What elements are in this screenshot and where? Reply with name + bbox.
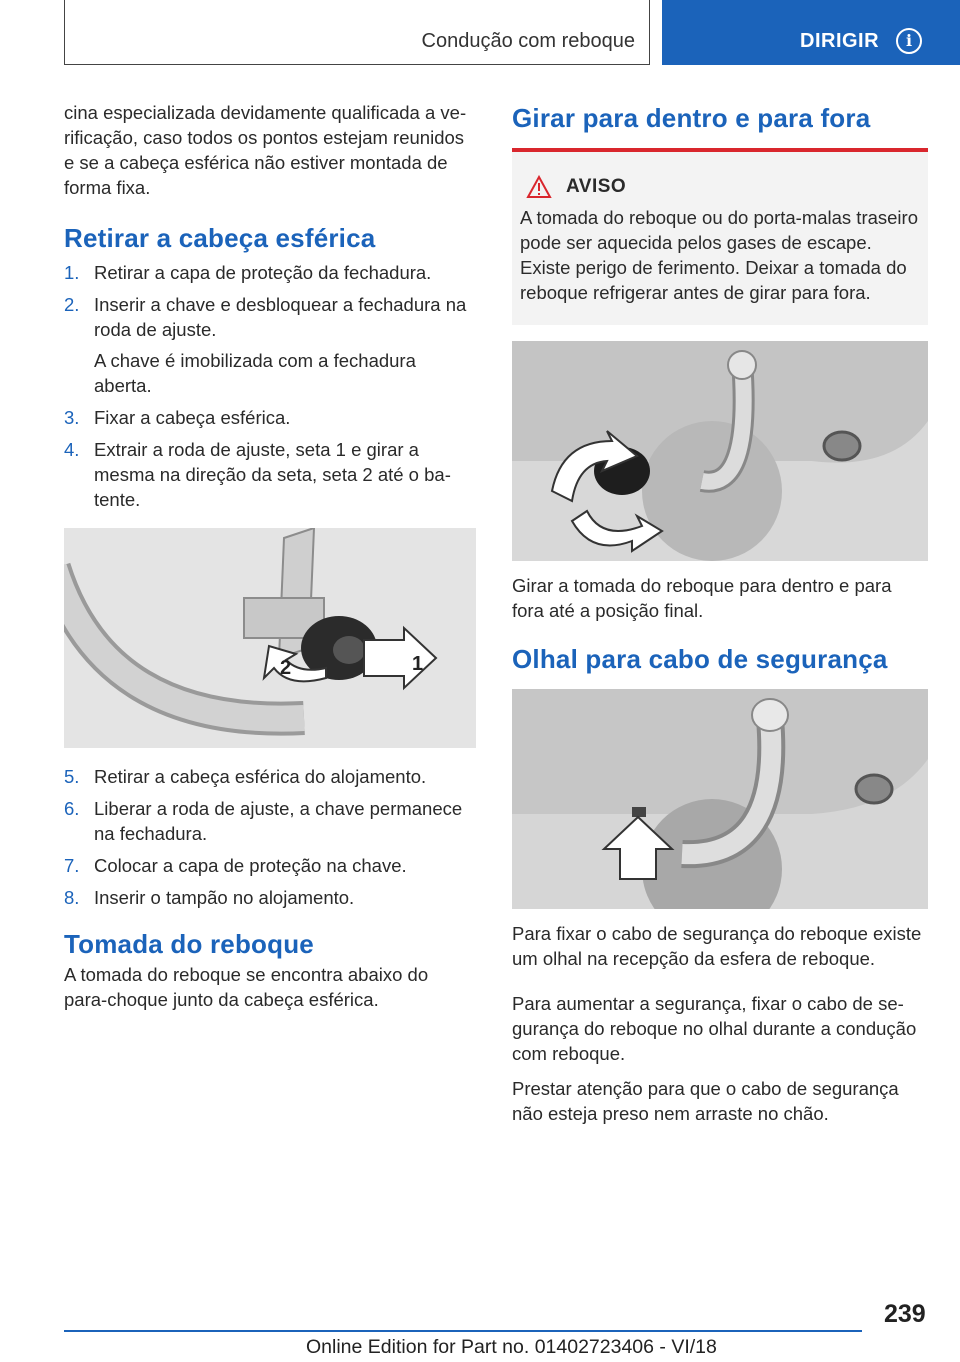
figure-adjusting-wheel bbox=[64, 528, 476, 748]
warning-triangle-icon bbox=[526, 175, 552, 199]
steps-list-a bbox=[64, 260, 476, 512]
list-item bbox=[64, 405, 476, 430]
list-item bbox=[64, 260, 476, 285]
safety-eyelet-illustration bbox=[512, 689, 928, 909]
intro-paragraph: cina especializada devidamente qualificada a verificação, caso todos os pontos estejam reunidos e se a cabeça esférica não estiver montada de forma fixa. bbox=[64, 102, 467, 198]
step-number: 6. bbox=[64, 798, 80, 819]
left-column bbox=[64, 100, 476, 1024]
socket-rotation-illustration bbox=[512, 341, 928, 561]
steps-list-b bbox=[64, 764, 476, 910]
chapter-tab-label: DIRIGIR bbox=[800, 30, 880, 52]
header-section-box bbox=[64, 0, 650, 65]
warning-box bbox=[512, 148, 928, 325]
figure-safety-eyelet bbox=[512, 689, 928, 909]
edition-footer: Online Edition for Part no. 01402723406 - VI/18 bbox=[306, 1336, 717, 1358]
list-item bbox=[64, 796, 476, 846]
warning-text: A tomada do reboque ou do porta-malas traseiro pode ser aquecida pelos gases de escape. Existe perigo de ferimento. Deixar a tomada do reboque refrigerar antes de girar para fora. bbox=[520, 207, 918, 303]
adjusting-wheel-illustration bbox=[64, 528, 476, 748]
info-icon[interactable]: i bbox=[896, 28, 922, 54]
arrow-label-1: 1 bbox=[412, 653, 424, 675]
heading-remove-ball-head: Retirar a cabeça esférica bbox=[64, 223, 376, 253]
step-text: Colocar a capa de proteção na chave. bbox=[94, 855, 407, 876]
step-subtext: A chave é imobilizada com a fechadura aberta. bbox=[94, 350, 416, 396]
chapter-tab[interactable] bbox=[662, 0, 960, 65]
socket-paragraph: A tomada do reboque se encontra abaixo do para-choque junto da cabeça esférica. bbox=[64, 964, 429, 1010]
heading-safety-eyelet: Olhal para cabo de segurança bbox=[512, 644, 888, 674]
step-text: Retirar a capa de proteção da fechadura. bbox=[94, 262, 432, 283]
list-item bbox=[64, 885, 476, 910]
warning-title: AVISO bbox=[566, 176, 627, 197]
page-number: 239 bbox=[884, 1300, 926, 1328]
footer-divider bbox=[64, 1330, 862, 1332]
step-number: 3. bbox=[64, 407, 80, 428]
warning-header bbox=[520, 174, 918, 199]
eyelet-paragraph-1: Para fixar o cabo de segurança do reboque existe um olhal na recepção da esfera de reboque. bbox=[512, 923, 922, 969]
step-number: 7. bbox=[64, 855, 80, 876]
step-text: Extrair a roda de ajuste, seta 1 e girar a mesma na direção da seta, seta 2 até o batente. bbox=[94, 439, 451, 510]
heading-turn-in-out: Girar para dentro e para fora bbox=[512, 103, 871, 133]
step-number: 8. bbox=[64, 887, 80, 908]
step-number: 2. bbox=[64, 294, 80, 315]
turn-caption: Girar a tomada do reboque para dentro e para fora até a posição final. bbox=[512, 575, 892, 621]
list-item bbox=[64, 764, 476, 789]
figure-socket-rotation bbox=[512, 341, 928, 561]
eyelet-paragraph-3: Prestar atenção para que o cabo de segurança não esteja preso nem arraste no chão. bbox=[512, 1078, 899, 1124]
section-title: Condução com reboque bbox=[421, 30, 635, 52]
step-number: 5. bbox=[64, 766, 80, 787]
step-text: Liberar a roda de ajuste, a chave permanece na fechadura. bbox=[94, 798, 463, 844]
right-column bbox=[512, 100, 928, 1138]
step-text: Inserir o tampão no alojamento. bbox=[94, 887, 355, 908]
list-item bbox=[64, 853, 476, 878]
arrow-label-2: 2 bbox=[280, 657, 292, 679]
list-item bbox=[64, 437, 476, 512]
step-text: Retirar a cabeça esférica do alojamento. bbox=[94, 766, 427, 787]
heading-trailer-socket: Tomada do reboque bbox=[64, 929, 314, 959]
step-text: Inserir a chave e desbloquear a fechadura na roda de ajuste. bbox=[94, 294, 467, 340]
step-text: Fixar a cabeça esférica. bbox=[94, 407, 291, 428]
eyelet-paragraph-2: Para aumentar a segurança, fixar o cabo de segurança do reboque no olhal durante a condução com reboque. bbox=[512, 993, 917, 1064]
step-number: 1. bbox=[64, 262, 80, 283]
step-number: 4. bbox=[64, 439, 80, 460]
list-item bbox=[64, 292, 476, 398]
